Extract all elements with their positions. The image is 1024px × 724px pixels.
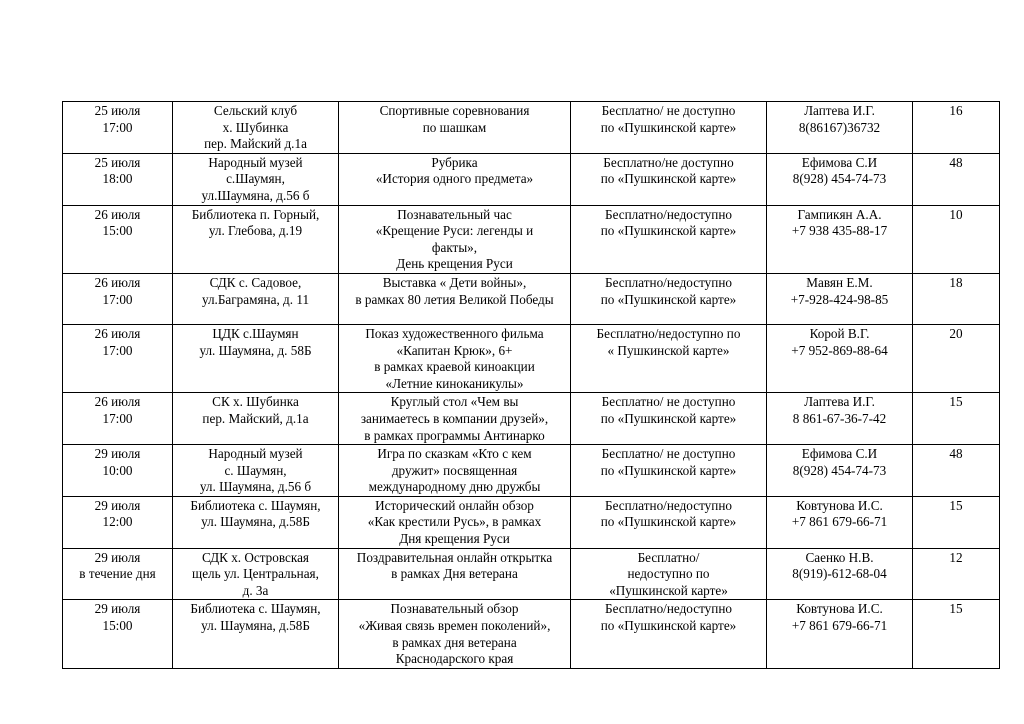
- event-date-cell: [63, 496, 173, 548]
- event-venue-line: ул. Шаумяна, д.56 б: [199, 479, 312, 495]
- event-date-line: 29 июля: [94, 497, 141, 513]
- event-date-cell: [63, 324, 173, 392]
- event-contact-cell: [767, 324, 913, 392]
- event-title-cell: [339, 600, 571, 668]
- event-title-line: Познавательный час: [397, 206, 512, 222]
- event-contact-cell: [767, 600, 913, 668]
- event-venue-line: с.Шаумян,: [226, 171, 285, 187]
- event-price-line: Бесплатно/не доступно: [603, 154, 734, 170]
- events-table-body: [63, 102, 1000, 669]
- event-contact-line: Гампикян А.А.: [797, 206, 882, 222]
- event-date-line: в течение дня: [79, 566, 156, 582]
- event-price-line: « Пушкинской карте»: [607, 342, 730, 358]
- event-contact-line: 8(928) 454-74-73: [792, 462, 887, 478]
- event-contact-line: Ковтунова И.С.: [796, 497, 883, 513]
- event-venue-line: ул.Баграмяна, д. 11: [201, 291, 310, 307]
- event-date-line: 17:00: [102, 410, 133, 426]
- event-contact-cell: [767, 153, 913, 205]
- event-title-cell: [339, 445, 571, 497]
- event-venue-cell: [173, 102, 339, 154]
- event-title-line: Игра по сказкам «Кто с кем: [377, 446, 532, 462]
- event-attendance-cell: [913, 273, 1000, 324]
- event-contact-line: +7 952-869-88-64: [791, 342, 888, 358]
- event-title-line: Исторический онлайн обзор: [375, 497, 534, 513]
- event-title-cell: [339, 548, 571, 600]
- event-price-cell: [571, 273, 767, 324]
- event-title-cell: [339, 102, 571, 154]
- event-venue-cell: [173, 393, 339, 445]
- event-price-cell: [571, 102, 767, 154]
- event-contact-line: Мавян Е.М.: [806, 274, 873, 290]
- event-price-line: недоступно по: [627, 566, 710, 582]
- event-venue-cell: [173, 324, 339, 392]
- event-attendance-cell: [913, 393, 1000, 445]
- event-title-line: в рамках программы Антинарко: [364, 427, 545, 443]
- event-attendance-cell: [913, 600, 1000, 668]
- event-title-cell: [339, 273, 571, 324]
- event-date-cell: [63, 445, 173, 497]
- event-date-cell: [63, 600, 173, 668]
- event-venue-cell: [173, 548, 339, 600]
- event-attendance-value: 16: [949, 103, 963, 118]
- event-venue-line: ул. Шаумяна, д.58Б: [201, 514, 310, 530]
- table-row: [63, 324, 1000, 392]
- table-row: [63, 600, 1000, 668]
- event-title-line: Дня крещения Руси: [399, 531, 510, 547]
- event-contact-cell: [767, 496, 913, 548]
- event-price-cell: [571, 324, 767, 392]
- event-date-line: 17:00: [102, 291, 133, 307]
- table-row: [63, 205, 1000, 273]
- event-title-line: в рамках краевой киноакции: [374, 359, 535, 375]
- event-title-line: «Крещение Руси: легенды и: [375, 223, 534, 239]
- event-date-cell: [63, 205, 173, 273]
- event-contact-line: 8(919)-612-68-04: [792, 566, 887, 582]
- event-venue-line: пер. Майский, д.1а: [202, 410, 309, 426]
- event-venue-cell: [173, 496, 339, 548]
- event-venue-line: с. Шаумян,: [224, 462, 287, 478]
- event-price-line: Бесплатно/недоступно: [605, 497, 732, 513]
- event-title-line: Познавательный обзор: [390, 601, 519, 617]
- event-title-line: Спортивные соревнования: [379, 103, 530, 118]
- event-contact-cell: [767, 393, 913, 445]
- event-date-cell: [63, 153, 173, 205]
- event-venue-cell: [173, 273, 339, 324]
- event-venue-cell: [173, 600, 339, 668]
- event-date-line: 17:00: [102, 342, 133, 358]
- event-price-line: Бесплатно/: [637, 549, 700, 565]
- event-contact-line: Лаптева И.Г.: [804, 394, 875, 410]
- event-venue-cell: [173, 153, 339, 205]
- event-venue-cell: [173, 445, 339, 497]
- event-attendance-cell: [913, 205, 1000, 273]
- event-title-line: Поздравительная онлайн открытка: [356, 549, 553, 565]
- event-title-line: Рубрика: [431, 154, 478, 170]
- event-price-cell: [571, 205, 767, 273]
- event-venue-line: Библиотека п. Горный,: [191, 206, 320, 222]
- event-contact-cell: [767, 102, 913, 154]
- event-title-line: «Капитан Крюк», 6+: [396, 342, 513, 358]
- event-price-line: по «Пушкинской карте»: [600, 119, 737, 135]
- event-venue-line: ул. Шаумяна, д. 58Б: [199, 342, 312, 358]
- event-date-cell: [63, 102, 173, 154]
- event-venue-line: ул.Шаумяна, д.56 б: [201, 187, 310, 203]
- event-contact-line: +7 861 679-66-71: [791, 618, 888, 634]
- event-date-line: 26 июля: [94, 394, 141, 410]
- event-attendance-value: 15: [949, 497, 963, 513]
- event-attendance-cell: [913, 496, 1000, 548]
- event-price-line: «Пушкинской карте»: [609, 582, 728, 598]
- event-attendance-cell: [913, 153, 1000, 205]
- event-price-line: по «Пушкинской карте»: [600, 291, 737, 307]
- event-venue-line: ул. Глебова, д.19: [208, 223, 303, 239]
- event-date-cell: [63, 273, 173, 324]
- event-contact-line: 8(86167)36732: [798, 119, 881, 135]
- event-price-cell: [571, 548, 767, 600]
- event-venue-cell: [173, 205, 339, 273]
- event-title-line: «Летние киноканикулы»: [385, 375, 524, 391]
- event-venue-line: ЦДК с.Шаумян: [212, 325, 299, 341]
- event-venue-line: д. 3а: [242, 582, 269, 598]
- event-title-line: в рамках дня ветерана: [392, 634, 517, 650]
- event-price-cell: [571, 496, 767, 548]
- table-row: [63, 393, 1000, 445]
- event-price-line: по «Пушкинской карте»: [600, 223, 737, 239]
- event-attendance-value: 15: [949, 394, 963, 410]
- event-contact-line: Ефимова С.И: [801, 446, 878, 462]
- event-venue-line: ул. Шаумяна, д.58Б: [201, 618, 310, 634]
- table-row: [63, 548, 1000, 600]
- event-price-cell: [571, 153, 767, 205]
- event-price-line: Бесплатно/ не доступно: [601, 394, 736, 410]
- event-attendance-value: 15: [949, 601, 963, 617]
- event-price-cell: [571, 445, 767, 497]
- event-contact-cell: [767, 548, 913, 600]
- event-price-line: по «Пушкинской карте»: [600, 410, 737, 426]
- event-venue-line: щель ул. Центральная,: [192, 566, 319, 582]
- event-price-line: по «Пушкинской карте»: [600, 618, 737, 634]
- event-title-line: «Живая связь времен поколений»,: [358, 618, 551, 634]
- event-price-line: по «Пушкинской карте»: [600, 514, 737, 530]
- event-venue-line: Народный музей: [208, 446, 303, 462]
- event-contact-line: Ефимова С.И: [801, 154, 878, 170]
- event-venue-line: Библиотека с. Шаумян,: [190, 497, 321, 513]
- event-price-line: Бесплатно/недоступно: [605, 274, 732, 290]
- event-price-line: Бесплатно/недоступно: [605, 206, 732, 222]
- event-venue-line: пер. Майский д.1а: [204, 136, 307, 152]
- event-price-line: по «Пушкинской карте»: [600, 171, 737, 187]
- event-contact-cell: [767, 273, 913, 324]
- event-title-cell: [339, 324, 571, 392]
- event-date-line: 29 июля: [94, 601, 141, 617]
- table-row: [63, 153, 1000, 205]
- event-title-line: по шашкам: [422, 119, 487, 135]
- table-row: [63, 496, 1000, 548]
- event-venue-line: СДК х. Островская: [201, 549, 310, 565]
- event-title-line: Краснодарского края: [395, 651, 514, 667]
- event-contact-line: Лаптева И.Г.: [804, 103, 875, 118]
- event-contact-line: Корой В.Г.: [809, 325, 870, 341]
- event-date-line: 26 июля: [94, 206, 141, 222]
- event-title-line: в рамках 80 летия Великой Победы: [355, 291, 554, 307]
- event-title-line: Круглый стол «Чем вы: [390, 394, 519, 410]
- event-attendance-cell: [913, 445, 1000, 497]
- event-venue-line: СК х. Шубинка: [212, 394, 299, 410]
- event-date-cell: [63, 548, 173, 600]
- event-date-line: 29 июля: [94, 549, 141, 565]
- event-title-line: факты»,: [431, 239, 478, 255]
- event-contact-line: +7 861 679-66-71: [791, 514, 888, 530]
- event-title-line: Выставка « Дети войны»,: [382, 274, 527, 290]
- event-date-line: 12:00: [102, 514, 133, 530]
- event-contact-line: Саенко Н.В.: [805, 549, 874, 565]
- event-attendance-value: 48: [949, 446, 963, 462]
- event-price-line: Бесплатно/ не доступно: [601, 446, 736, 462]
- events-table: [62, 101, 1000, 669]
- event-price-line: Бесплатно/недоступно по: [596, 325, 741, 341]
- table-row: [63, 445, 1000, 497]
- event-attendance-cell: [913, 548, 1000, 600]
- event-attendance-value: 10: [949, 206, 963, 222]
- event-date-line: 17:00: [102, 119, 133, 135]
- event-date-line: 25 июля: [94, 103, 141, 118]
- event-attendance-value: 20: [949, 325, 963, 341]
- event-date-line: 26 июля: [94, 325, 141, 341]
- event-price-cell: [571, 393, 767, 445]
- event-title-line: международному дню дружбы: [368, 479, 541, 495]
- event-date-line: 29 июля: [94, 446, 141, 462]
- event-price-line: Бесплатно/недоступно: [605, 601, 732, 617]
- event-title-line: День крещения Руси: [396, 256, 513, 272]
- event-title-line: «История одного предмета»: [375, 171, 534, 187]
- event-title-line: дружит» посвященная: [391, 462, 518, 478]
- event-attendance-value: 18: [949, 274, 963, 290]
- event-price-line: по «Пушкинской карте»: [600, 462, 737, 478]
- event-venue-line: Народный музей: [208, 154, 303, 170]
- event-title-cell: [339, 205, 571, 273]
- event-date-line: 26 июля: [94, 274, 141, 290]
- event-venue-line: Сельский клуб: [213, 103, 298, 118]
- table-row: [63, 273, 1000, 324]
- event-contact-line: +7-928-424-98-85: [790, 291, 889, 307]
- event-attendance-value: 12: [949, 549, 963, 565]
- event-attendance-cell: [913, 102, 1000, 154]
- event-venue-line: СДК с. Садовое,: [209, 274, 302, 290]
- event-contact-cell: [767, 205, 913, 273]
- table-row: [63, 102, 1000, 154]
- event-date-line: 10:00: [102, 462, 133, 478]
- event-title-line: Показ художественного фильма: [365, 325, 544, 341]
- event-date-line: 15:00: [102, 618, 133, 634]
- event-title-cell: [339, 153, 571, 205]
- event-title-cell: [339, 496, 571, 548]
- event-attendance-value: 48: [949, 154, 963, 170]
- event-contact-line: Ковтунова И.С.: [796, 601, 883, 617]
- event-venue-line: Библиотека с. Шаумян,: [190, 601, 321, 617]
- event-price-line: Бесплатно/ не доступно: [601, 103, 736, 118]
- event-contact-line: +7 938 435-88-17: [791, 223, 888, 239]
- event-title-line: в рамках Дня ветерана: [391, 566, 518, 582]
- event-date-line: 18:00: [102, 171, 133, 187]
- event-title-line: занимаетесь в компании друзей»,: [360, 410, 549, 426]
- event-date-line: 25 июля: [94, 154, 141, 170]
- event-contact-line: 8(928) 454-74-73: [792, 171, 887, 187]
- event-attendance-cell: [913, 324, 1000, 392]
- event-contact-line: 8 861-67-36-7-42: [792, 410, 887, 426]
- event-date-cell: [63, 393, 173, 445]
- event-title-line: «Как крестили Русь», в рамках: [367, 514, 542, 530]
- event-price-cell: [571, 600, 767, 668]
- event-title-cell: [339, 393, 571, 445]
- event-contact-cell: [767, 445, 913, 497]
- event-venue-line: х. Шубинка: [222, 119, 289, 135]
- event-date-line: 15:00: [102, 223, 133, 239]
